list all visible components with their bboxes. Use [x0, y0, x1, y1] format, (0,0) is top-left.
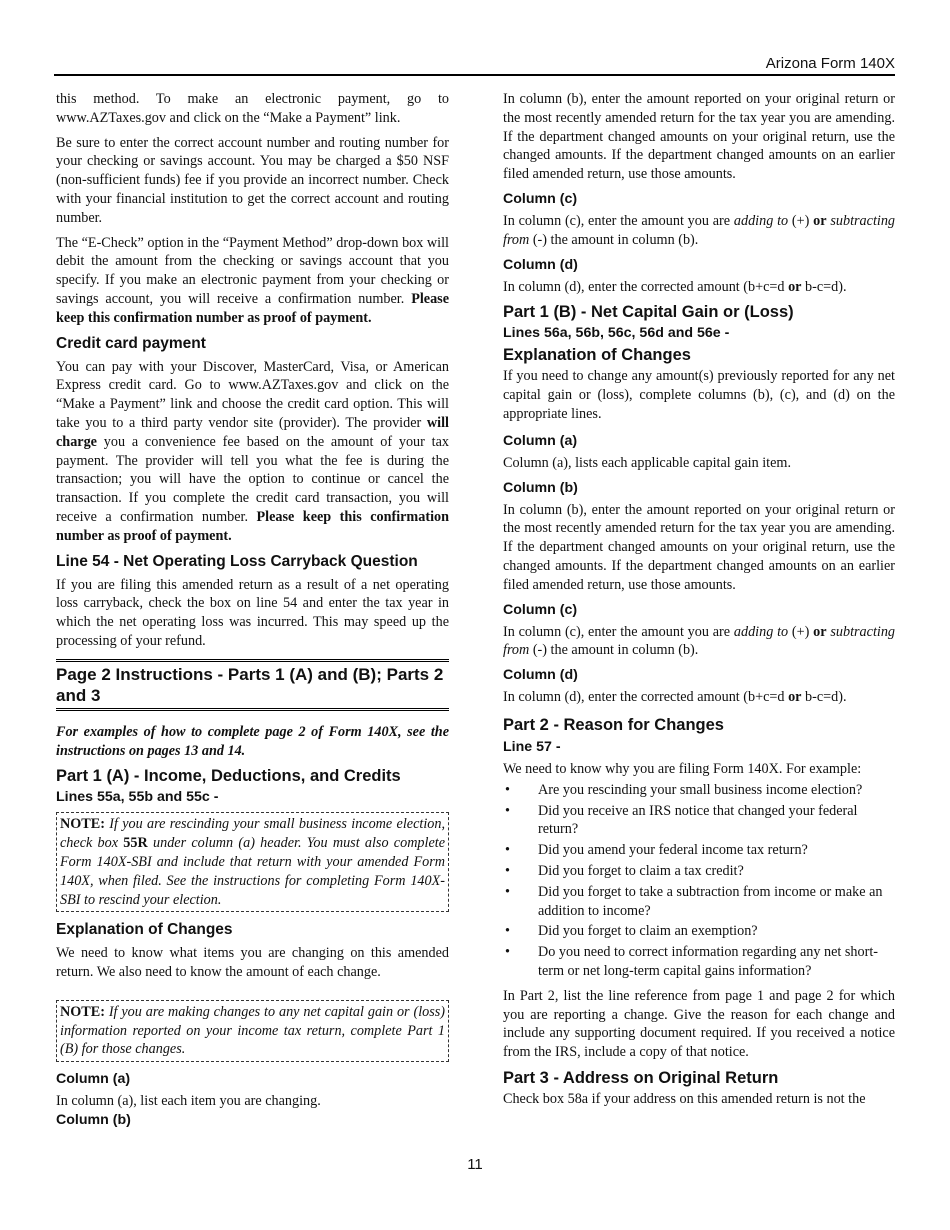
page-header [54, 52, 895, 76]
subtracting-from: subtracting from [503, 623, 896, 659]
column-c-text-a: In column (c), enter the amount you are [503, 212, 731, 229]
explanation-text: We need to know what items you are changing on this amended return. We also need to know the amount of each change. [56, 945, 449, 981]
note-capital-gain-box [56, 1000, 449, 1062]
part2-text: In Part 2, list the line reference from page 1 and page 2 for which you are reporting a change. Give the reason for each change and include any supporting document required. If you received a notice from the IRS, include a copy of that notice. [503, 987, 895, 1061]
examples-text [56, 723, 449, 761]
part3-text: Check box 58a if your address on this amended return is not the [503, 1090, 866, 1107]
plus-sign: (+) [791, 623, 810, 640]
note-text-1: If you are rescinding your small business income election, check box [60, 816, 445, 852]
reason-list [503, 781, 895, 981]
column-b-heading: Column (b) [56, 1112, 131, 1129]
b-column-c-text [503, 623, 895, 661]
list-item: • Did you receive an IRS notice that changed your federal return? [503, 802, 895, 840]
page-number: 11 [467, 1156, 483, 1173]
column-a-heading: Column (a) [56, 1071, 131, 1088]
b-column-b-heading: Column (b) [503, 479, 578, 496]
column-b-text: In column (b), enter the amount reported on your original return or the most recently amended return for the tax year you are amending. If the department changed amounts on your original return, use the changed amounts. If the department changed amounts on an earlier filed amended return, use those amounts. [503, 91, 895, 183]
explanation-heading: Explanation of Changes [56, 921, 233, 939]
part1b-text: If you need to change any amount(s) previously reported for any net capital gain or (loss), complete columns (b), (c), and (d) on the appropriate lines. [503, 368, 895, 422]
page2-instructions-heading: Page 2 Instructions - Parts 1 (A) and (B); Parts 2 and 3 [56, 659, 449, 711]
b-column-d-text [503, 688, 895, 707]
column-d-text [503, 278, 895, 297]
column-d-heading: Column (d) [503, 256, 578, 273]
list-item: • Did you forget to claim a tax credit? [503, 862, 895, 881]
column-c-text-b: (-) the amount in column (b). [532, 231, 699, 248]
b-column-d-text-b: b-c=d). [805, 689, 847, 706]
b-column-c-text-b: (-) the amount in column (b). [532, 642, 699, 659]
list-item: • Did you forget to claim an exemption? [503, 922, 895, 941]
part1b-lines: Lines 56a, 56b, 56c, 56d and 56e - [503, 325, 730, 342]
part2-heading: Part 2 - Reason for Changes [503, 715, 724, 734]
subtracting-from: subtracting from [503, 212, 896, 248]
note-rescinding-box [56, 812, 449, 912]
or-bold: or [788, 278, 802, 295]
list-item: • Did you amend your federal income tax return? [503, 841, 895, 860]
column-c-heading: Column (c) [503, 190, 578, 207]
b-column-d-text-a: In column (d), enter the corrected amount (b+c=d [503, 689, 785, 706]
or-bold: or [788, 689, 802, 706]
b-column-c-heading: Column (c) [503, 601, 578, 618]
adding-to: adding to [733, 623, 789, 640]
b-column-a-heading: Column (a) [503, 432, 578, 449]
column-a-text: In column (a), list each item you are changing. [56, 1093, 321, 1110]
column-d-text-a: In column (d), enter the corrected amount (b+c=d [503, 278, 785, 295]
note-label: NOTE: [60, 1003, 105, 1020]
or-bold: or [813, 623, 827, 640]
line54-text: If you are filing this amended return as a result of a net operating loss carryback, check the box on line 54 and enter the tax year in which the net operating loss was incurred. This may speed up the processing of your refund. [56, 576, 449, 649]
column-d-text-b: b-c=d). [805, 278, 847, 295]
part3-heading: Part 3 - Address on Original Return [503, 1068, 779, 1087]
list-item: • Did you forget to take a subtraction from income or make an addition to income? [503, 883, 895, 921]
echeck-bold: Please keep this confirmation number as proof of payment. [56, 290, 450, 326]
echeck-text [56, 234, 449, 328]
note-capital-text: If you are making changes to any net capital gain or (loss) information reported on your income tax return, complete Part 1 (B) for those changes. [60, 1003, 445, 1058]
part1b-heading: Part 1 (B) - Net Capital Gain or (Loss) [503, 303, 794, 322]
credit-card-heading: Credit card payment [56, 334, 206, 352]
electronic-payment-text: this method. To make an electronic payment, go to www.AZTaxes.gov and click on the “Make a Payment” link. [56, 91, 449, 126]
credit-card-bold-1: will charge [56, 414, 449, 450]
list-item: • Are you rescinding your small business income election? [503, 781, 895, 800]
part1b-explanation-heading: Explanation of Changes [503, 346, 691, 365]
note-label: NOTE: [60, 816, 105, 833]
note-text-2: under column (a) header. You must also complete Form 140X-SBI and include that return with your amended Form 140X, when filed. See the instructions for completing Form 140X-SBI to rescind your election. [60, 835, 446, 908]
b-column-c-text-a: In column (c), enter the amount you are [503, 623, 731, 640]
credit-card-text [56, 358, 449, 546]
part1a-heading: Part 1 (A) - Income, Deductions, and Credits [56, 767, 401, 786]
left-column [56, 90, 449, 1133]
b-column-d-heading: Column (d) [503, 667, 578, 684]
adding-to: adding to [733, 212, 789, 229]
echeck-body: The “E-Check” option in the “Payment Method” drop-down box will debit the amount from the checking or savings account that you specify. If you make an electronic payment from your checking or savings account, you will receive a confirmation number. [56, 234, 449, 307]
credit-card-body-1: You can pay with your Discover, MasterCard, Visa, or American Express credit card. Go to www.AZTaxes.gov and click on the “Make a Payment” link and choose the credit card option. This will take you to a third party vendor site (provider). The provider [56, 358, 449, 431]
list-item: • Do you need to correct information regarding any net short-term or net long-term capital gains information? [503, 943, 895, 981]
part2-line: Line 57 - [503, 738, 561, 755]
plus-sign: (+) [791, 212, 810, 229]
b-column-b-text: In column (b), enter the amount reported on your original return or the most recently amended return for the tax year you are amending. If the department changed amounts on your original return, use the changed amounts. If the department changed amounts on an earlier filed amended return, use those amounts. [503, 501, 895, 593]
b-column-a-text: Column (a), lists each applicable capital gain item. [503, 454, 791, 471]
form-name: Arizona Form 140X [765, 55, 895, 72]
credit-card-bold-2: Please keep this confirmation number as proof of payment. [56, 508, 449, 544]
right-column [503, 90, 895, 1115]
part1a-lines: Lines 55a, 55b and 55c - [56, 789, 219, 806]
part2-intro: We need to know why you are filing Form 140X. For example: [503, 760, 862, 777]
examples-bold-italic: For examples of how to complete page 2 of Form 140X, see the instructions on pages 13 and 14. [56, 723, 449, 759]
account-number-text: Be sure to enter the correct account number and routing number for your checking or savings account. You may be charged a $50 NSF (non-sufficient funds) fee if you provide an incorrect number. Check with your financial institution to get the correct account and routing number. [56, 134, 449, 226]
credit-card-body-2: you a convenience fee based on the amount of your tax payment. The provider will tell you what the fee is during the transaction; you will have the option to continue or cancel the transaction. If you complete the credit card transaction, you will receive a confirmation number. [56, 433, 449, 525]
column-c-text [503, 212, 895, 250]
line54-heading: Line 54 - Net Operating Loss Carryback Question [56, 552, 418, 570]
note-box-ref: 55R [123, 835, 148, 852]
or-bold: or [813, 212, 827, 229]
